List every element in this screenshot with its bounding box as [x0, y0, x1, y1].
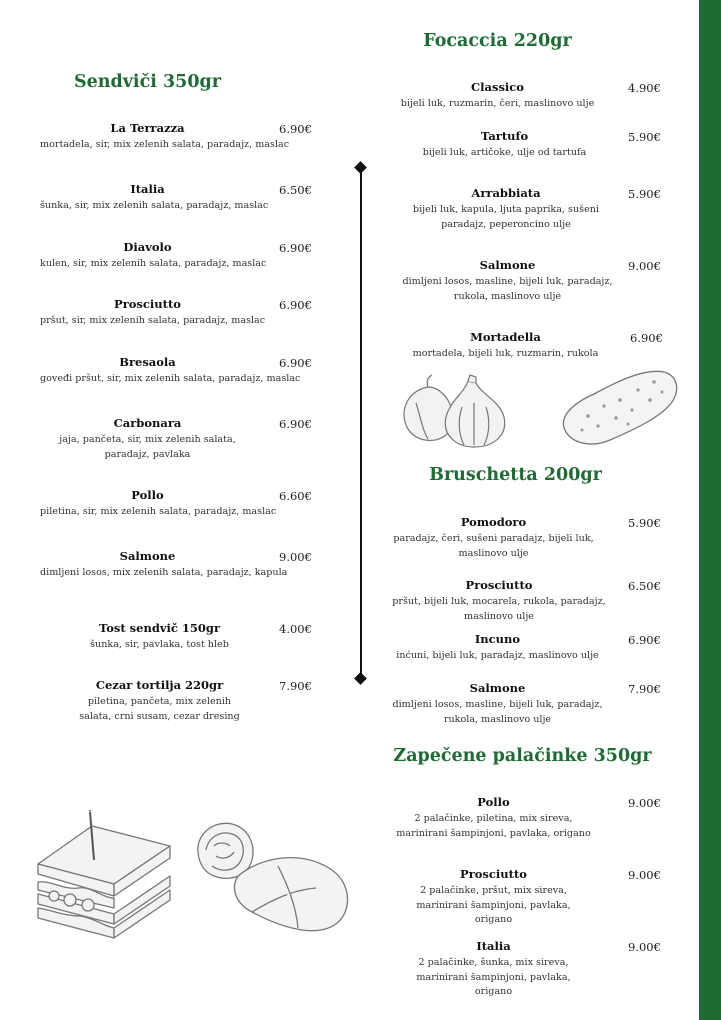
divider-diamond-bottom — [354, 672, 367, 685]
item-price: 6.90€ — [628, 633, 661, 647]
item-description: piletina, pančeta, mix zelenih salata, crni susam, cezar dresing — [79, 696, 240, 722]
item-description: paradajz, čeri, sušeni paradajz, bijeli luk, maslinovo ulje — [393, 533, 594, 559]
item-name: Diavolo — [123, 240, 172, 254]
menu-item — [397, 129, 612, 161]
item-name: Incuno — [474, 632, 521, 646]
item-description: šunka, sir, pavlaka, tost hleb — [90, 639, 229, 650]
item-name: Tartufo — [480, 129, 529, 143]
item-name: Prosciutto — [465, 578, 533, 592]
item-name: Cezar tortilja 220gr — [95, 678, 224, 692]
item-description: mortadela, sir, mix zelenih salata, paradajz, maslac — [40, 139, 290, 150]
item-description: dimljeni losos, masline, bijeli luk, paradajz, rukola, maslinovo ulje — [402, 276, 613, 302]
item-description: bijeli luk, ruzmarin, čeri, maslinovo ulje — [400, 98, 595, 109]
section-title-sandwiches: Sendviči 350gr — [74, 72, 221, 92]
item-price: 7.90€ — [279, 679, 312, 693]
item-description: kulen, sir, mix zelenih salata, paradajz, maslac — [40, 258, 267, 269]
menu-item — [40, 416, 255, 462]
item-price: 5.90€ — [628, 516, 661, 530]
menu-item — [398, 330, 613, 362]
item-description: šunka, sir, mix zelenih salata, paradajz, maslac — [40, 200, 269, 211]
divider-diamond-top — [354, 161, 367, 174]
item-price: 6.90€ — [279, 241, 312, 255]
item-name: Salmone — [119, 549, 176, 563]
item-price: 9.00€ — [628, 940, 661, 954]
item-name: Pollo — [477, 795, 510, 809]
item-description: inćuni, bijeli luk, paradajz, maslinovo ulje — [396, 650, 599, 661]
menu-item — [390, 186, 622, 232]
item-price: 6.50€ — [279, 183, 312, 197]
sandwich-illustration — [30, 810, 180, 946]
item-description: 2 palačinke, pršut, mix sireva, marinirani šampinjoni, pavlaka, origano — [416, 885, 571, 925]
menu-item — [40, 549, 288, 581]
item-name: Prosciutto — [114, 297, 181, 311]
item-name: Italia — [130, 182, 165, 196]
item-name: Carbonara — [113, 416, 182, 430]
item-description: dimljeni losos, mix zelenih salata, paradajz, kapula — [40, 567, 288, 578]
menu-item — [40, 240, 267, 272]
item-price: 6.90€ — [279, 298, 312, 312]
column-divider — [360, 167, 362, 679]
menu-item — [389, 578, 609, 624]
item-price: 5.90€ — [628, 130, 661, 144]
menu-item — [390, 681, 605, 727]
item-price: 9.00€ — [628, 868, 661, 882]
side-stripe — [699, 0, 721, 1020]
menu-item — [395, 258, 620, 304]
garlic-illustration — [398, 373, 518, 453]
item-description: 2 palačinke, piletina, mix sireva, marinirani šampinjoni, pavlaka, origano — [396, 813, 591, 839]
item-price: 6.60€ — [279, 489, 312, 503]
item-description: mortadela, bijeli luk, ruzmarin, rukola — [412, 348, 599, 359]
item-price: 4.00€ — [279, 622, 312, 636]
section-title-crepes: Zapečene palačinke 350gr — [393, 746, 652, 766]
menu-item — [52, 621, 267, 653]
item-price: 6.90€ — [279, 122, 312, 136]
item-price: 6.90€ — [630, 331, 663, 345]
item-name: Bresaola — [119, 355, 176, 369]
item-description: pršut, sir, mix zelenih salata, paradajz, maslac — [40, 315, 266, 326]
item-description: dimljeni losos, masline, bijeli luk, paradajz, rukola, maslinovo ulje — [392, 699, 603, 725]
menu-item — [40, 297, 266, 329]
item-name: Mortadella — [470, 330, 541, 344]
item-price: 7.90€ — [628, 682, 661, 696]
item-name: Italia — [476, 939, 511, 953]
item-name: Classico — [471, 80, 524, 94]
item-name: Salmone — [469, 681, 526, 695]
item-price: 9.00€ — [628, 259, 661, 273]
item-name: Salmone — [479, 258, 536, 272]
item-price: 4.90€ — [628, 81, 661, 95]
item-description: jaja, pančeta, sir, mix zelenih salata, paradajz, pavlaka — [59, 434, 236, 460]
item-price: 6.90€ — [279, 356, 312, 370]
tortilla-wrap-illustration — [192, 816, 356, 936]
item-description: piletina, sir, mix zelenih salata, paradajz, maslac — [40, 506, 277, 517]
item-name: Prosciutto — [460, 867, 527, 881]
section-title-focaccia: Focaccia 220gr — [423, 31, 572, 51]
menu-item — [386, 939, 601, 1000]
item-description: goveđi pršut, sir, mix zelenih salata, paradajz, maslac — [40, 373, 301, 384]
item-price: 6.90€ — [279, 417, 312, 431]
menu-item — [40, 488, 277, 520]
item-price: 6.50€ — [628, 579, 661, 593]
item-name: La Terrazza — [110, 121, 185, 135]
item-price: 5.90€ — [628, 187, 661, 201]
item-name: Arrabbiata — [471, 186, 541, 200]
menu-item — [390, 632, 605, 664]
menu-item — [40, 182, 269, 214]
menu-item — [52, 678, 267, 724]
item-price: 9.00€ — [628, 796, 661, 810]
section-title-bruschetta: Bruschetta 200gr — [429, 465, 602, 485]
item-name: Tost sendvič 150gr — [98, 621, 221, 635]
menu-item — [386, 795, 601, 841]
item-description: 2 palačinke, šunka, mix sireva, marinirani šampinjoni, pavlaka, origano — [416, 957, 571, 997]
menu-item — [386, 867, 601, 928]
focaccia-bread-illustration — [558, 366, 680, 450]
item-name: Pomodoro — [460, 515, 527, 529]
item-description: bijeli luk, kapula, ljuta paprika, sušeni paradajz, peperoncino ulje — [412, 204, 600, 230]
item-price: 9.00€ — [279, 550, 312, 564]
item-description: pršut, bijeli luk, mocarela, rukola, paradajz, maslinovo ulje — [392, 596, 606, 622]
menu-item — [390, 80, 605, 112]
menu-item — [40, 121, 290, 153]
item-description: bijeli luk, artičoke, ulje od tartufa — [422, 147, 587, 158]
item-name: Pollo — [131, 488, 164, 502]
menu-item — [386, 515, 601, 561]
